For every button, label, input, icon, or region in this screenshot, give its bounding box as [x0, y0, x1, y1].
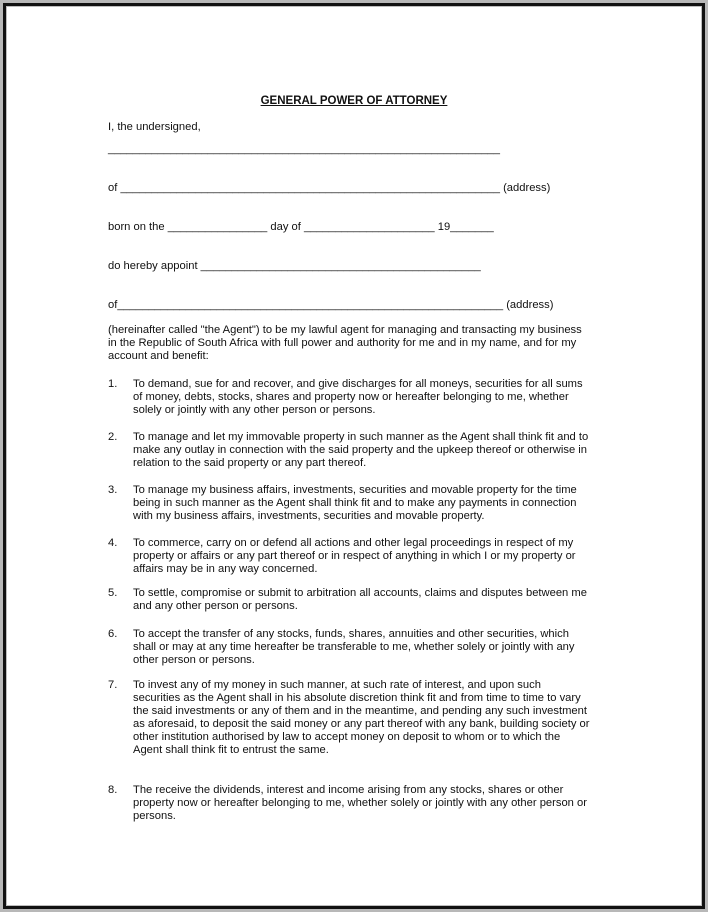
clause-line: of money, debts, stocks, shares and property now or hereafter belonging to me, whether	[133, 391, 569, 403]
clause-line: property or affairs or any part thereof or in respect of anything in which I or my property or	[133, 550, 576, 562]
clause-line: relation to the said property or any part thereof.	[133, 457, 367, 469]
clause-text	[133, 537, 608, 576]
clause-text	[133, 484, 608, 523]
clause-line: To manage and let my immovable property in such manner as the Agent shall think fit and to	[133, 431, 589, 443]
clause-line: other institution authorised by law to accept money on deposit to whom or to which the	[133, 731, 561, 743]
paragraph-line: (hereinafter called "the Agent") to be my lawful agent for managing and transacting my business	[108, 324, 582, 336]
agent-address-line: of______________________________________________________________ (address)	[108, 299, 554, 311]
hereinafter-paragraph	[108, 324, 608, 363]
clause-line: solely or jointly with any other person or persons.	[133, 404, 376, 416]
clause-line: To manage my business affairs, investments, securities and movable property for the time	[133, 484, 577, 496]
clause-line: property now or hereafter belonging to me, whether solely or jointly with any other person or	[133, 797, 587, 809]
clause-line: as aforesaid, to deposit the said money or any part thereof with any bank, building society or	[133, 718, 590, 730]
clause-line: and any other person or persons.	[133, 600, 298, 612]
clause-text	[133, 679, 608, 757]
document-title: GENERAL POWER OF ATTORNEY	[260, 95, 448, 107]
clause-text	[133, 587, 608, 613]
intro-text: I, the undersigned,	[108, 121, 201, 133]
clause-number: 2.	[108, 431, 118, 443]
paragraph-line: in the Republic of South Africa with full power and authority for me and in my name, and for my	[108, 337, 577, 349]
clause-line: To commerce, carry on or defend all actions and other legal proceedings in respect of my	[133, 537, 574, 549]
clause-number: 7.	[108, 679, 118, 691]
clause-line: To invest any of my money in such manner, at such rate of interest, and upon such	[133, 679, 541, 691]
clause-text	[133, 628, 608, 667]
clause-line: To settle, compromise or submit to arbitration all accounts, claims and disputes between me	[133, 587, 587, 599]
clause-line: other person or persons.	[133, 654, 255, 666]
clause-line: make any outlay in connection with the said property and the upkeep thereof or otherwise in	[133, 444, 587, 456]
clause-text	[133, 378, 608, 417]
name-blank-line: _______________________________________________________________	[108, 143, 500, 155]
clause-number: 3.	[108, 484, 118, 496]
clause-line: affairs may be in any way concerned.	[133, 563, 318, 575]
clause-number: 4.	[108, 537, 118, 549]
clause-number: 8.	[108, 784, 118, 796]
clause-text	[133, 784, 608, 823]
clause-line: the said investments or any of them and in the meantime, and pending any such investment	[133, 705, 587, 717]
clause-line: Agent shall think fit to entrust the same.	[133, 744, 329, 756]
paragraph-line: account and benefit:	[108, 350, 209, 362]
clause-line: with my business affairs, investments, securities and movable property.	[133, 510, 485, 522]
document-frame	[3, 3, 705, 909]
clause-line: securities as the Agent shall in his absolute discretion think fit and from time to time to vary	[133, 692, 581, 704]
clause-line: persons.	[133, 810, 176, 822]
birth-date-line: born on the ________________ day of _____________________ 19_______	[108, 221, 494, 233]
clause-number: 6.	[108, 628, 118, 640]
clause-line: To demand, sue for and recover, and give discharges for all moneys, securities for all sums	[133, 378, 583, 390]
clause-line: The receive the dividends, interest and income arising from any stocks, shares or other	[133, 784, 564, 796]
appoint-line: do hereby appoint _____________________________________________	[108, 260, 481, 272]
clause-line: shall or may at any time hereafter be transferable to me, whether solely or jointly with any	[133, 641, 575, 653]
address-line: of _____________________________________________________________ (address)	[108, 182, 551, 194]
document-page	[7, 7, 701, 905]
clause-line: To accept the transfer of any stocks, funds, shares, annuities and other securities, which	[133, 628, 569, 640]
clause-number: 1.	[108, 378, 118, 390]
clause-text	[133, 431, 608, 470]
clause-line: being in such manner as the Agent shall think fit and to make any payments in connection	[133, 497, 577, 509]
clause-number: 5.	[108, 587, 118, 599]
